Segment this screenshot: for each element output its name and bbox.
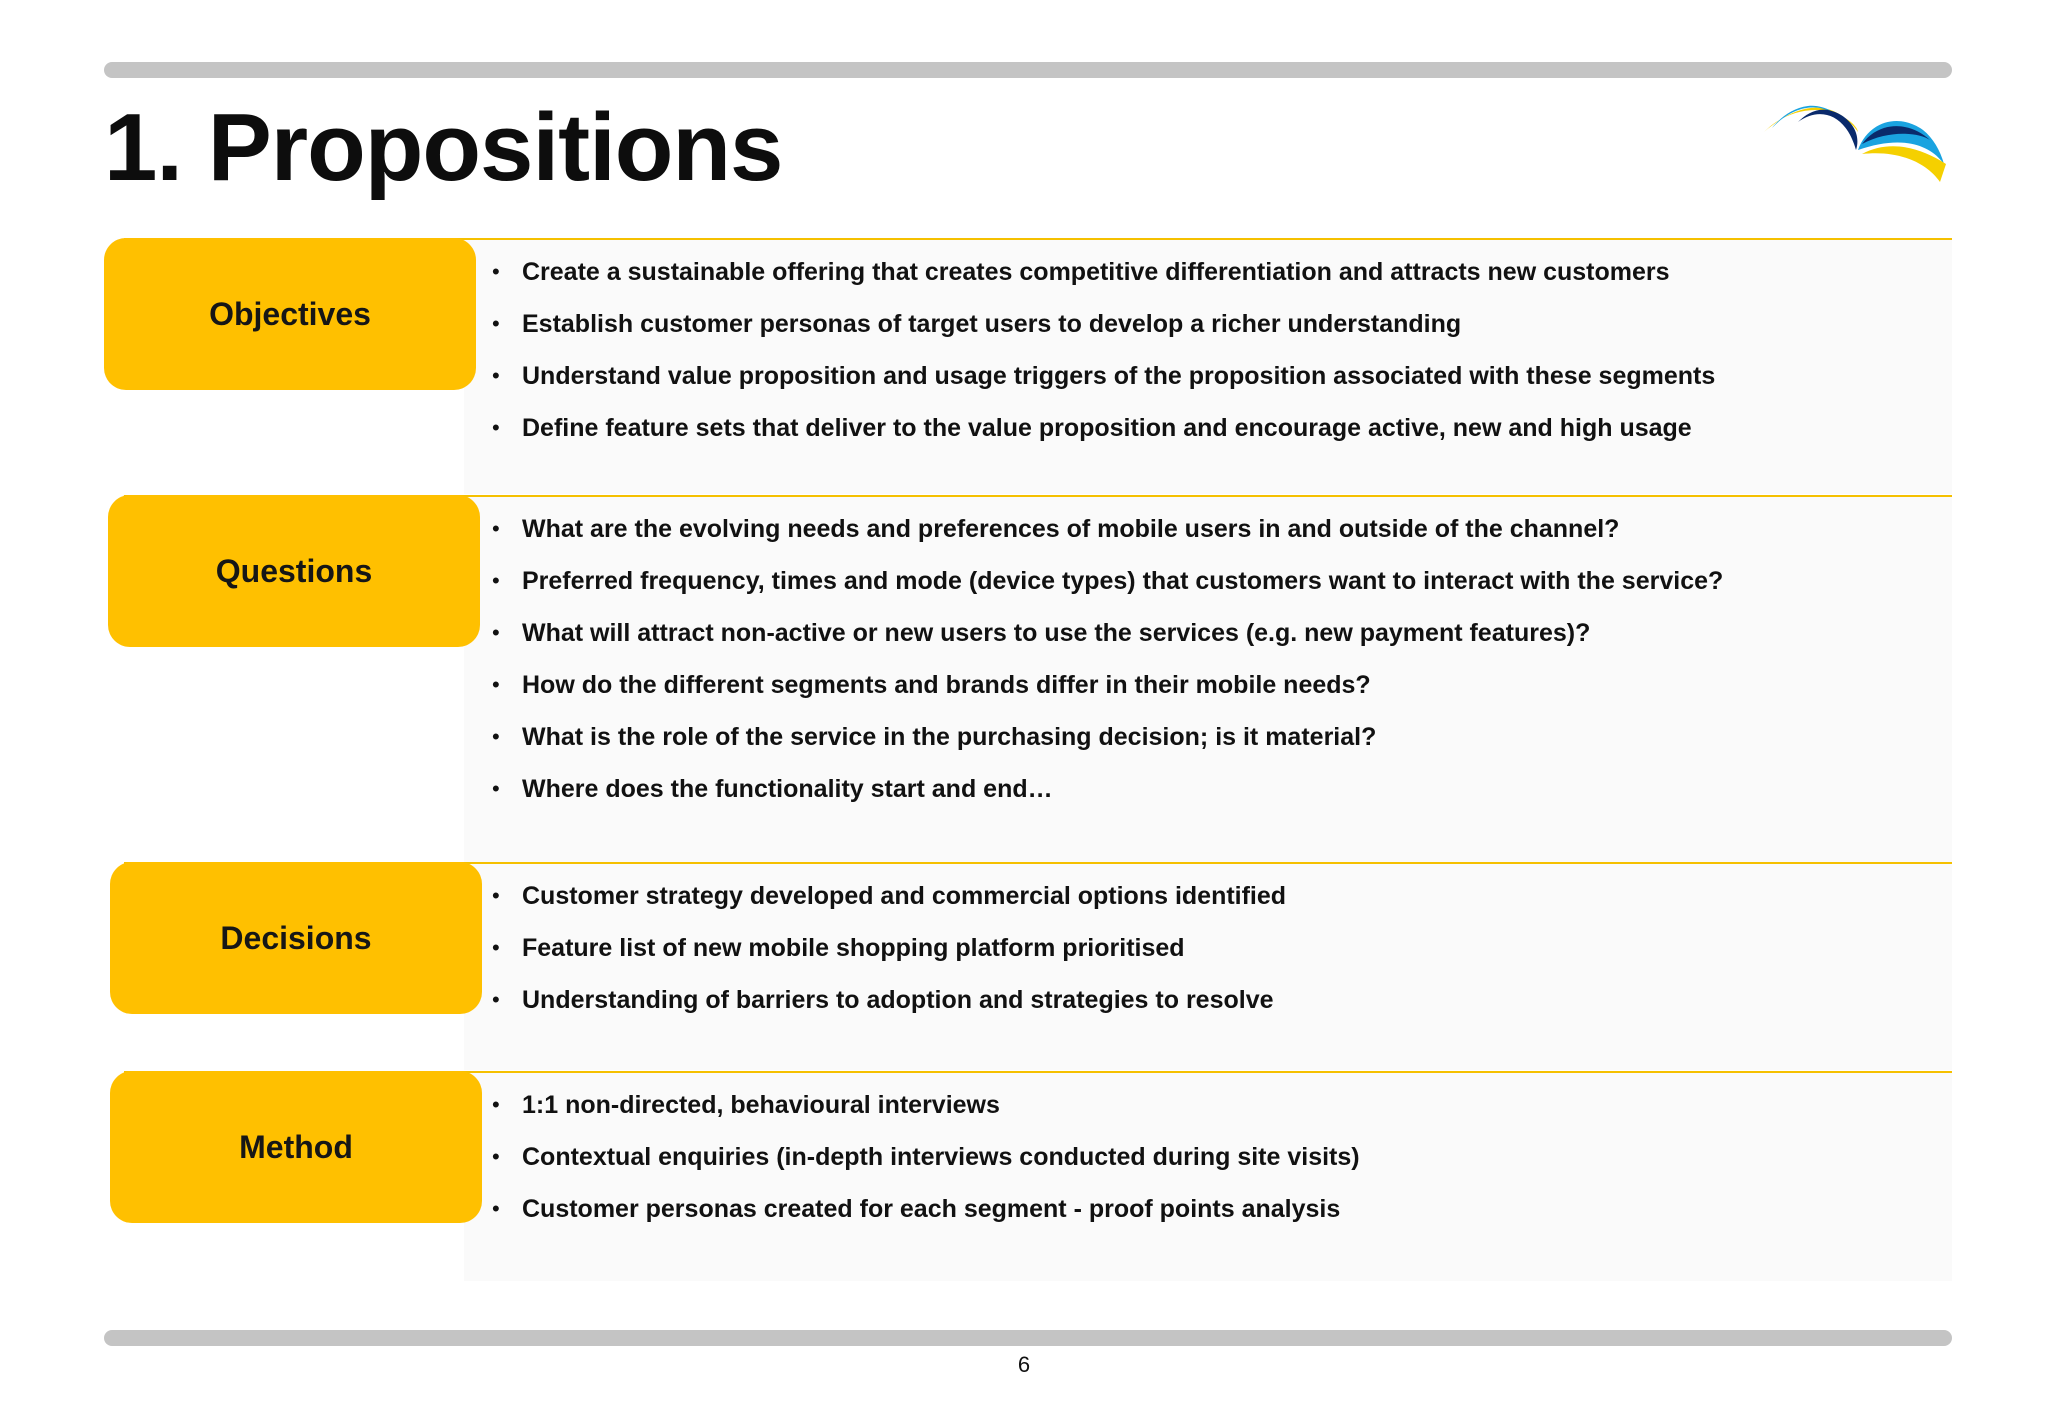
list-item: • Create a sustainable offering that creates competitive differentiation and attracts new customers bbox=[492, 246, 1715, 298]
questions-label-box bbox=[108, 495, 480, 647]
list-item: • Customer personas created for each segment - proof points analysis bbox=[492, 1183, 1360, 1235]
objectives-list bbox=[492, 246, 1715, 454]
bullet-icon: • bbox=[492, 672, 500, 697]
bullet-icon: • bbox=[492, 568, 500, 593]
list-item: • How do the different segments and brands differ in their mobile needs? bbox=[492, 659, 1723, 711]
method-label-box bbox=[110, 1071, 482, 1223]
bullet-icon: • bbox=[492, 516, 500, 541]
list-item: • What will attract non-active or new users to use the services (e.g. new payment features)? bbox=[492, 607, 1723, 659]
list-item: • Contextual enquiries (in-depth interviews conducted during site visits) bbox=[492, 1131, 1360, 1183]
bullet-icon: • bbox=[492, 259, 500, 284]
list-item: • Understand value proposition and usage triggers of the proposition associated with these segments bbox=[492, 350, 1715, 402]
decisions-list bbox=[492, 870, 1286, 1026]
list-item: • 1:1 non-directed, behavioural interviews bbox=[492, 1079, 1360, 1131]
page-number: 6 bbox=[1017, 1352, 1031, 1377]
bullet-icon: • bbox=[492, 724, 500, 749]
list-item: • Feature list of new mobile shopping platform prioritised bbox=[492, 922, 1286, 974]
bullet-icon: • bbox=[492, 415, 500, 440]
list-item: • Customer strategy developed and commercial options identified bbox=[492, 870, 1286, 922]
list-item: • Establish customer personas of target users to develop a richer understanding bbox=[492, 298, 1715, 350]
list-item: • What are the evolving needs and preferences of mobile users in and outside of the channel? bbox=[492, 503, 1723, 555]
method-label: Method bbox=[239, 1128, 353, 1165]
bullet-icon: • bbox=[492, 1196, 500, 1221]
questions-label: Questions bbox=[215, 552, 373, 589]
top-divider-bar bbox=[104, 62, 1952, 78]
decisions-label: Decisions bbox=[220, 919, 372, 956]
bullet-icon: • bbox=[492, 311, 500, 336]
bullet-icon: • bbox=[492, 1144, 500, 1169]
list-item: • Preferred frequency, times and mode (device types) that customers want to interact with the service? bbox=[492, 555, 1723, 607]
method-list bbox=[492, 1079, 1360, 1235]
bullet-icon: • bbox=[492, 776, 500, 801]
decisions-section bbox=[104, 862, 1952, 1070]
method-section bbox=[104, 1071, 1952, 1281]
objectives-label-box bbox=[104, 238, 476, 390]
objectives-label: Objectives bbox=[209, 295, 371, 332]
bullet-icon: • bbox=[492, 987, 500, 1012]
bottom-divider-bar bbox=[104, 1330, 1952, 1346]
list-item: • Define feature sets that deliver to the value proposition and encourage active, new and high usage bbox=[492, 402, 1715, 454]
bullet-icon: • bbox=[492, 935, 500, 960]
bullet-icon: • bbox=[492, 1092, 500, 1117]
questions-list bbox=[492, 503, 1723, 815]
objectives-section bbox=[104, 238, 1952, 494]
bullet-icon: • bbox=[492, 363, 500, 388]
bullet-icon: • bbox=[492, 883, 500, 908]
bullet-icon: • bbox=[492, 620, 500, 645]
list-item: • What is the role of the service in the purchasing decision; is it material? bbox=[492, 711, 1723, 763]
decisions-label-box bbox=[110, 862, 482, 1014]
page-title: 1. Propositions bbox=[104, 94, 783, 201]
bird-wings-logo-icon bbox=[1758, 92, 1948, 192]
list-item: • Where does the functionality start and end… bbox=[492, 763, 1723, 815]
questions-section bbox=[104, 495, 1952, 863]
list-item: • Understanding of barriers to adoption and strategies to resolve bbox=[492, 974, 1286, 1026]
